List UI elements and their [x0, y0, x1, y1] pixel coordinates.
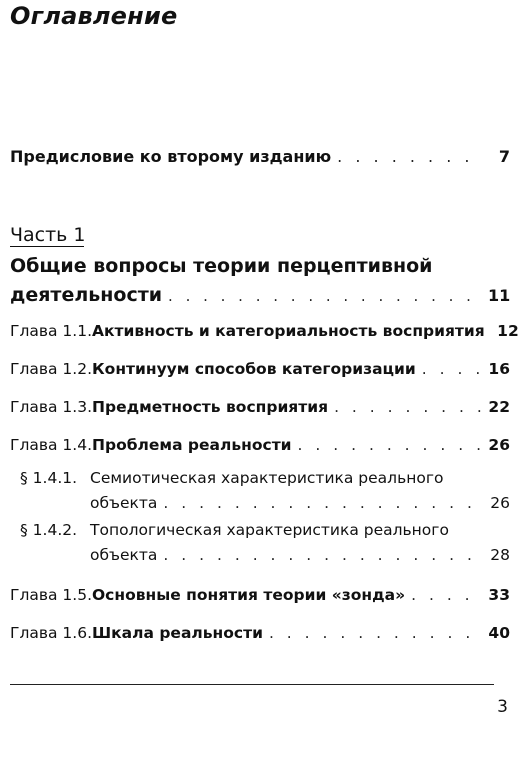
dot-leader — [269, 624, 482, 642]
part-title-line2: деятельности — [10, 284, 163, 306]
dot-leader — [337, 147, 482, 166]
section-number: § 1.4.1. — [20, 469, 78, 487]
chapter-number: Глава 1.5. — [10, 586, 92, 604]
chapter-page: 22 — [488, 398, 510, 416]
part-label-underline — [10, 246, 84, 247]
toc-entry-chapter — [10, 436, 510, 454]
chapter-number: Глава 1.2. — [10, 360, 92, 378]
footer-rule — [10, 684, 494, 685]
toc-entry-chapter — [10, 322, 519, 340]
dot-leader — [163, 494, 482, 512]
chapter-page: 16 — [488, 360, 510, 378]
section-title-cont: объекта — [90, 494, 158, 512]
part-page: 11 — [488, 286, 511, 305]
section-page: 26 — [490, 494, 510, 512]
chapter-title: Активность и категориальность восприятия — [92, 322, 485, 340]
section-page: 28 — [490, 546, 510, 564]
section-number: § 1.4.2. — [20, 521, 78, 539]
dot-leader — [168, 287, 482, 305]
section-title: Семиотическая характеристика реального — [90, 469, 444, 487]
chapter-number: Глава 1.1. — [10, 322, 92, 340]
page-title: Оглавление — [10, 2, 178, 30]
section-title-cont: объекта — [90, 546, 158, 564]
dot-leader — [422, 360, 482, 378]
toc-entry-chapter — [10, 398, 510, 416]
toc-section-line2 — [90, 546, 510, 564]
part-title-line1: Общие вопросы теории перцептивной — [10, 255, 433, 277]
toc-entry-chapter — [10, 360, 510, 378]
chapter-page: 40 — [488, 624, 510, 642]
part-label: Часть 1 — [10, 224, 86, 246]
chapter-title: Континуум способов категоризации — [92, 360, 416, 378]
dot-leader — [298, 436, 482, 454]
toc-entry-preface — [10, 147, 510, 166]
toc-section-line2 — [90, 494, 510, 512]
chapter-page: 33 — [488, 586, 510, 604]
toc-section-line1 — [20, 469, 510, 487]
toc-section-line1 — [20, 521, 510, 539]
chapter-title: Основные понятия теории «зонда» — [92, 586, 406, 604]
chapter-number: Глава 1.6. — [10, 624, 92, 642]
chapter-title: Предметность восприятия — [92, 398, 329, 416]
section-title: Топологическая характеристика реального — [90, 521, 449, 539]
dot-leader — [334, 398, 482, 416]
preface-title: Предисловие ко второму изданию — [10, 147, 332, 166]
chapter-title: Проблема реальности — [92, 436, 292, 454]
toc-entry-chapter — [10, 586, 510, 604]
chapter-title: Шкала реальности — [92, 624, 263, 642]
preface-page: 7 — [498, 147, 510, 166]
chapter-page: 12 — [497, 322, 519, 340]
toc-entry-part — [10, 284, 510, 306]
dot-leader — [411, 586, 482, 604]
chapter-number: Глава 1.4. — [10, 436, 92, 454]
toc-entry-chapter — [10, 624, 510, 642]
dot-leader — [163, 546, 482, 564]
chapter-number: Глава 1.3. — [10, 398, 92, 416]
chapter-page: 26 — [488, 436, 510, 454]
page-number: 3 — [497, 697, 508, 717]
